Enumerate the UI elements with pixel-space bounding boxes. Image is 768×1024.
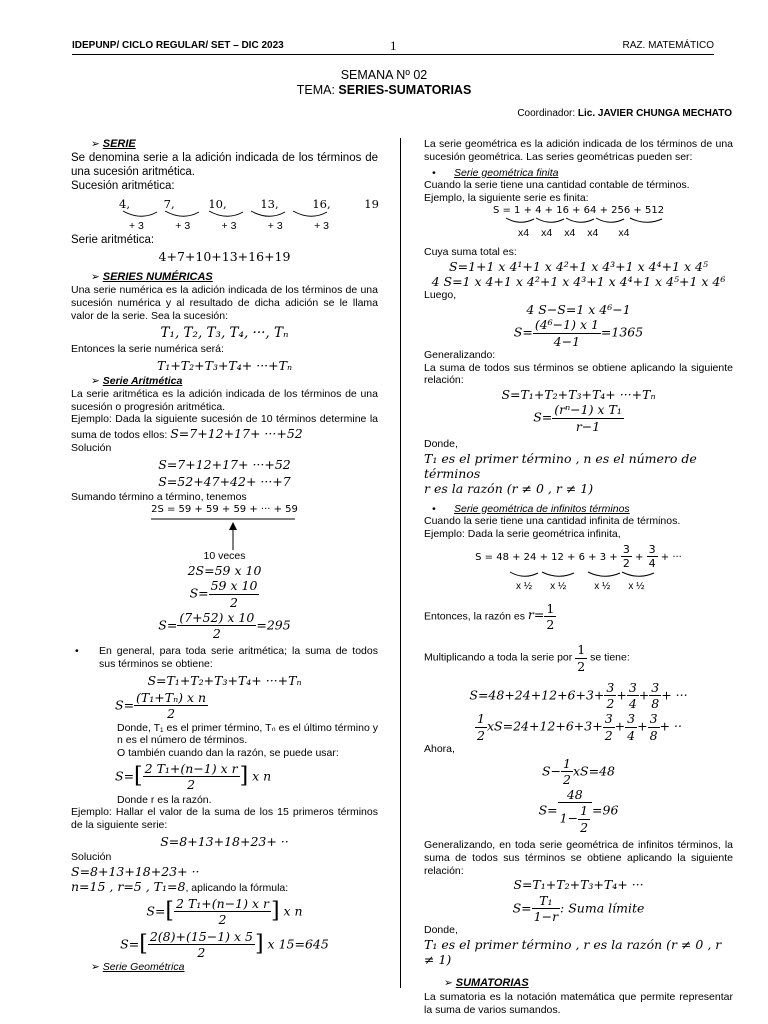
serie-definition: Se denomina serie a la adición indicada de los términos de una sucesión aritmética.: [71, 152, 378, 179]
arrow-icon: ➢: [91, 138, 100, 150]
numericas-definition: Una serie numérica es la adición indicada de los términos de una sucesión numérica y al resultado de dicha adición se le llama valor de la serie. Sea la sucesión:: [71, 284, 378, 322]
sumando-text: Sumando término a término, tenemos: [71, 491, 247, 504]
gen-formula: S= $\frac{\text{(rⁿ−1) x T₁}}{r-1}$: [533, 402, 622, 434]
ahora-result: S= 48 1− $\frac{1}{2}$ =96: [538, 787, 619, 835]
finita-definition: Cuando la serie tiene una cantidad contable de términos.: [424, 179, 690, 192]
gen2-expression: S=T₁+T₂+T₃+T₄+ ···: [513, 877, 644, 893]
multiplicando-line: Multiplicando a toda la serie por $\frac{1}{2}$ se tiene:: [424, 642, 630, 674]
aritmetica-definition: La serie aritmética es la adición indicada de los términos de una sucesión o progresión aritmética.: [71, 387, 378, 413]
infinita-example: Ejemplo: Dada la serie geométrica infinita,: [424, 528, 621, 541]
gen2-formula: S= $\frac{\text{T₁}}{1-r}$ : Suma límite: [512, 892, 645, 924]
column-divider: [400, 138, 401, 988]
gen-expression: S=T₁+T₂+T₃+T₄+ ···+Tₙ: [501, 387, 656, 403]
cuya-text: Cuya suma total es:: [424, 245, 517, 258]
sol2-line2: n=15 , r=5 , T₁=8, aplicando la fórmula:: [71, 879, 289, 895]
sequence-terms: 4, 7, 10, 13, 16, 19: [119, 197, 379, 212]
sucesion-label: Sucesión aritmética:: [71, 180, 175, 193]
finita-example: Ejemplo, la siguiente serie es finita:: [424, 192, 589, 205]
arrow-icon: ➢: [91, 961, 100, 974]
arrow-icon: ➢: [444, 977, 453, 990]
week-title: SEMANA Nº 02: [340, 68, 428, 82]
finita-arcs: [424, 217, 733, 227]
ahora-expression: S− $\frac{1}{2}$ xS=48: [542, 755, 615, 787]
solucion-label: Solución: [71, 442, 112, 455]
serie-label: Serie aritmética:: [71, 234, 155, 247]
arrow-icon: ➢: [91, 375, 100, 388]
topic-title: TEMA: SERIES-SUMATORIAS: [296, 83, 472, 97]
underbrace-arrow: [71, 516, 378, 554]
right-column: [424, 138, 733, 1016]
infinita-heading: • Serie geométrica de infinitos términos: [424, 503, 733, 516]
geometrica-heading: ➢ Serie Geométrica: [91, 961, 185, 974]
arith-formula: S= $\frac{\text{(T₁+Tₙ) x n}}{2}$: [115, 690, 207, 722]
inf-line1: S=48+24+12+6+3+ $\frac{3}{2}$ + $\frac{3}{4}$ + $\frac{3}{8}$ + ···: [469, 679, 688, 712]
donde2-label: Donde,: [424, 924, 458, 937]
donde-text: Donde, T₁ es el primer término, Tₙ es el último término y n es el número de términos.: [117, 721, 378, 747]
geo-definition: La serie geométrica es la adición indicada de los términos de una sucesión geométrica. Las series geométricas pueden ser:: [424, 138, 733, 163]
infinita-arcs: [424, 571, 733, 581]
arith-formula-2: S=[ $\frac{\text{2 T₁+(n−1) x r}}{2}$ ] x n: [115, 761, 272, 793]
ejemplo1-text: Ejemplo: Dada la siguiente sucesión de 10 términos determine la suma de todos ellos: S=7+12+17+ ···+52: [71, 413, 378, 442]
tambien-text: O también cuando dan la razón, se puede usar:: [117, 747, 339, 760]
diez-veces: 10 veces: [203, 550, 246, 563]
generalizando-text: La suma de todos sus términos se obtiene aplicando la siguiente relación:: [424, 361, 733, 387]
gen2-text: Generalizando, en toda serie geométrica de infinitos términos, la suma de todos sus términos se obtiene aplicando la siguiente relación:: [424, 838, 733, 877]
sol2-line1: S=8+13+18+23+ ··: [71, 864, 200, 880]
sum-line1: S=1+1 x 4¹+1 x 4²+1 x 4³+1 x 4⁴+1 x 4⁵: [449, 258, 708, 274]
coordinator: Coordinador: Lic. JAVIER CHUNGA MECHATO: [517, 108, 732, 119]
luego-text: Luego,: [424, 289, 457, 302]
donde2-line: T₁ es el primer término , r es la razón (r ≠ 0 , r ≠ 1): [424, 936, 722, 968]
infinita-expression: S = 48 + 24 + 12 + 6 + 3 + $\frac{3}{2}$ + $\frac{3}{4}$ + ···: [475, 542, 682, 571]
donde-r-text: Donde r es la razón.: [117, 793, 212, 806]
donde-line2: r es la razón (r ≠ 0 , r ≠ 1): [424, 481, 594, 497]
s1-line: S=7+12+17+ ···+52: [158, 456, 291, 472]
finita-multipliers: x4 x4 x4 x4 x4: [518, 227, 630, 240]
general-expression: S=T₁+T₂+T₃+T₄+ ···+Tₙ: [147, 672, 302, 688]
donde-label: Donde,: [424, 437, 458, 450]
luego-fraction: S= $\frac{\text{(4⁶−1) x 1}}{4-1}$ =1365: [513, 317, 644, 349]
infinita-definition: Cuando la serie tiene una cantidad infinita de términos.: [424, 515, 681, 528]
page-header: [72, 40, 714, 55]
infinita-multipliers: x ½ x ½ x ½ x ½: [516, 580, 645, 592]
sum2s-line: 2S = 59 + 59 + 59 + ··· + 59: [151, 504, 298, 516]
sol2-application: S=[ $\frac{2(8)+(15-1) x 5}{2}$ ] x 15=645: [120, 928, 329, 960]
frac2-line: S= $\frac{(7+52) x 10}{2}$ =295: [158, 609, 291, 642]
finita-heading: • Serie geométrica finita: [424, 167, 733, 180]
ejemplo2-expression: S=8+13+18+23+ ··: [160, 833, 289, 849]
sumatorias-heading: ➢ SUMATORIAS: [444, 977, 529, 990]
sol2-formula: S=[ $\frac{\text{2 T₁+(n−1) x r}}{2}$ ] x n: [146, 896, 303, 928]
page-number: 1: [390, 38, 397, 53]
ahora-label: Ahora,: [424, 742, 455, 755]
arrow-icon: ➢: [91, 270, 100, 283]
sequence-differences: + 3 + 3 + 3 + 3 + 3: [129, 220, 329, 233]
sum-line2: 4 S=1 x 4+1 x 4²+1 x 4³+1 x 4⁴+1 x 4⁵+1 x 4⁶: [431, 274, 726, 290]
serie-terms: T₁+T₂+T₃+T₄+ ···+Tₙ: [156, 357, 293, 373]
general-bullet: • En general, para toda serie aritmética; la suma de todos sus términos se obtiene:: [71, 645, 378, 671]
header-left: IDEPUNP/ CICLO REGULAR/ SET – DIC 2023: [72, 40, 284, 51]
frac1-line: S= $\frac{59 x 10}{2}$: [189, 578, 258, 610]
s2-line: S=52+47+42+ ···+7: [158, 474, 291, 490]
finita-expression: S = 1 + 4 + 16 + 64 + 256 + 512: [492, 204, 665, 216]
inf-line2: $\frac{1}{2}$ xS=24+12+6+3+ $\frac{3}{2}$ + $\frac{3}{4}$ + $\frac{3}{8}$ + ··: [477, 711, 682, 743]
donde-line1: T₁ es el primer término , n es el número de términos: [424, 450, 697, 481]
razon-line: Entonces, la razón es r= $\frac{1}{2}$: [424, 600, 555, 633]
solucion2-label: Solución: [71, 851, 112, 864]
numericas-heading: ➢ SERIES NUMÉRICAS: [91, 270, 213, 283]
serie-heading: ➢ SERIE: [91, 138, 136, 150]
eq2s-line: 2S=59 x 10: [187, 563, 262, 579]
aritmetica-heading: ➢ Serie Aritmética: [91, 375, 183, 388]
header-right: RAZ. MATEMÁTICO: [622, 40, 714, 51]
luego-expression: 4 S−S=1 x 4⁶−1: [526, 302, 631, 318]
sucesion-terms: T₁, T₂, T₃, T₄, ···, Tₙ: [160, 324, 289, 341]
entonces-text: Entonces la serie numérica será:: [71, 342, 224, 355]
serie-expression: 4+7+10+13+16+19: [158, 249, 291, 265]
left-column: [71, 138, 378, 974]
sequence-diagram: [71, 193, 378, 233]
sumatorias-definition: La sumatoria es la notación matemática que permite representar la suma de varios sumandos.: [424, 990, 733, 1016]
generalizando-label: Generalizando:: [424, 348, 496, 361]
ejemplo2-text: Ejemplo: Hallar el valor de la suma de los 15 primeros términos de la siguiente serie:: [71, 806, 378, 832]
